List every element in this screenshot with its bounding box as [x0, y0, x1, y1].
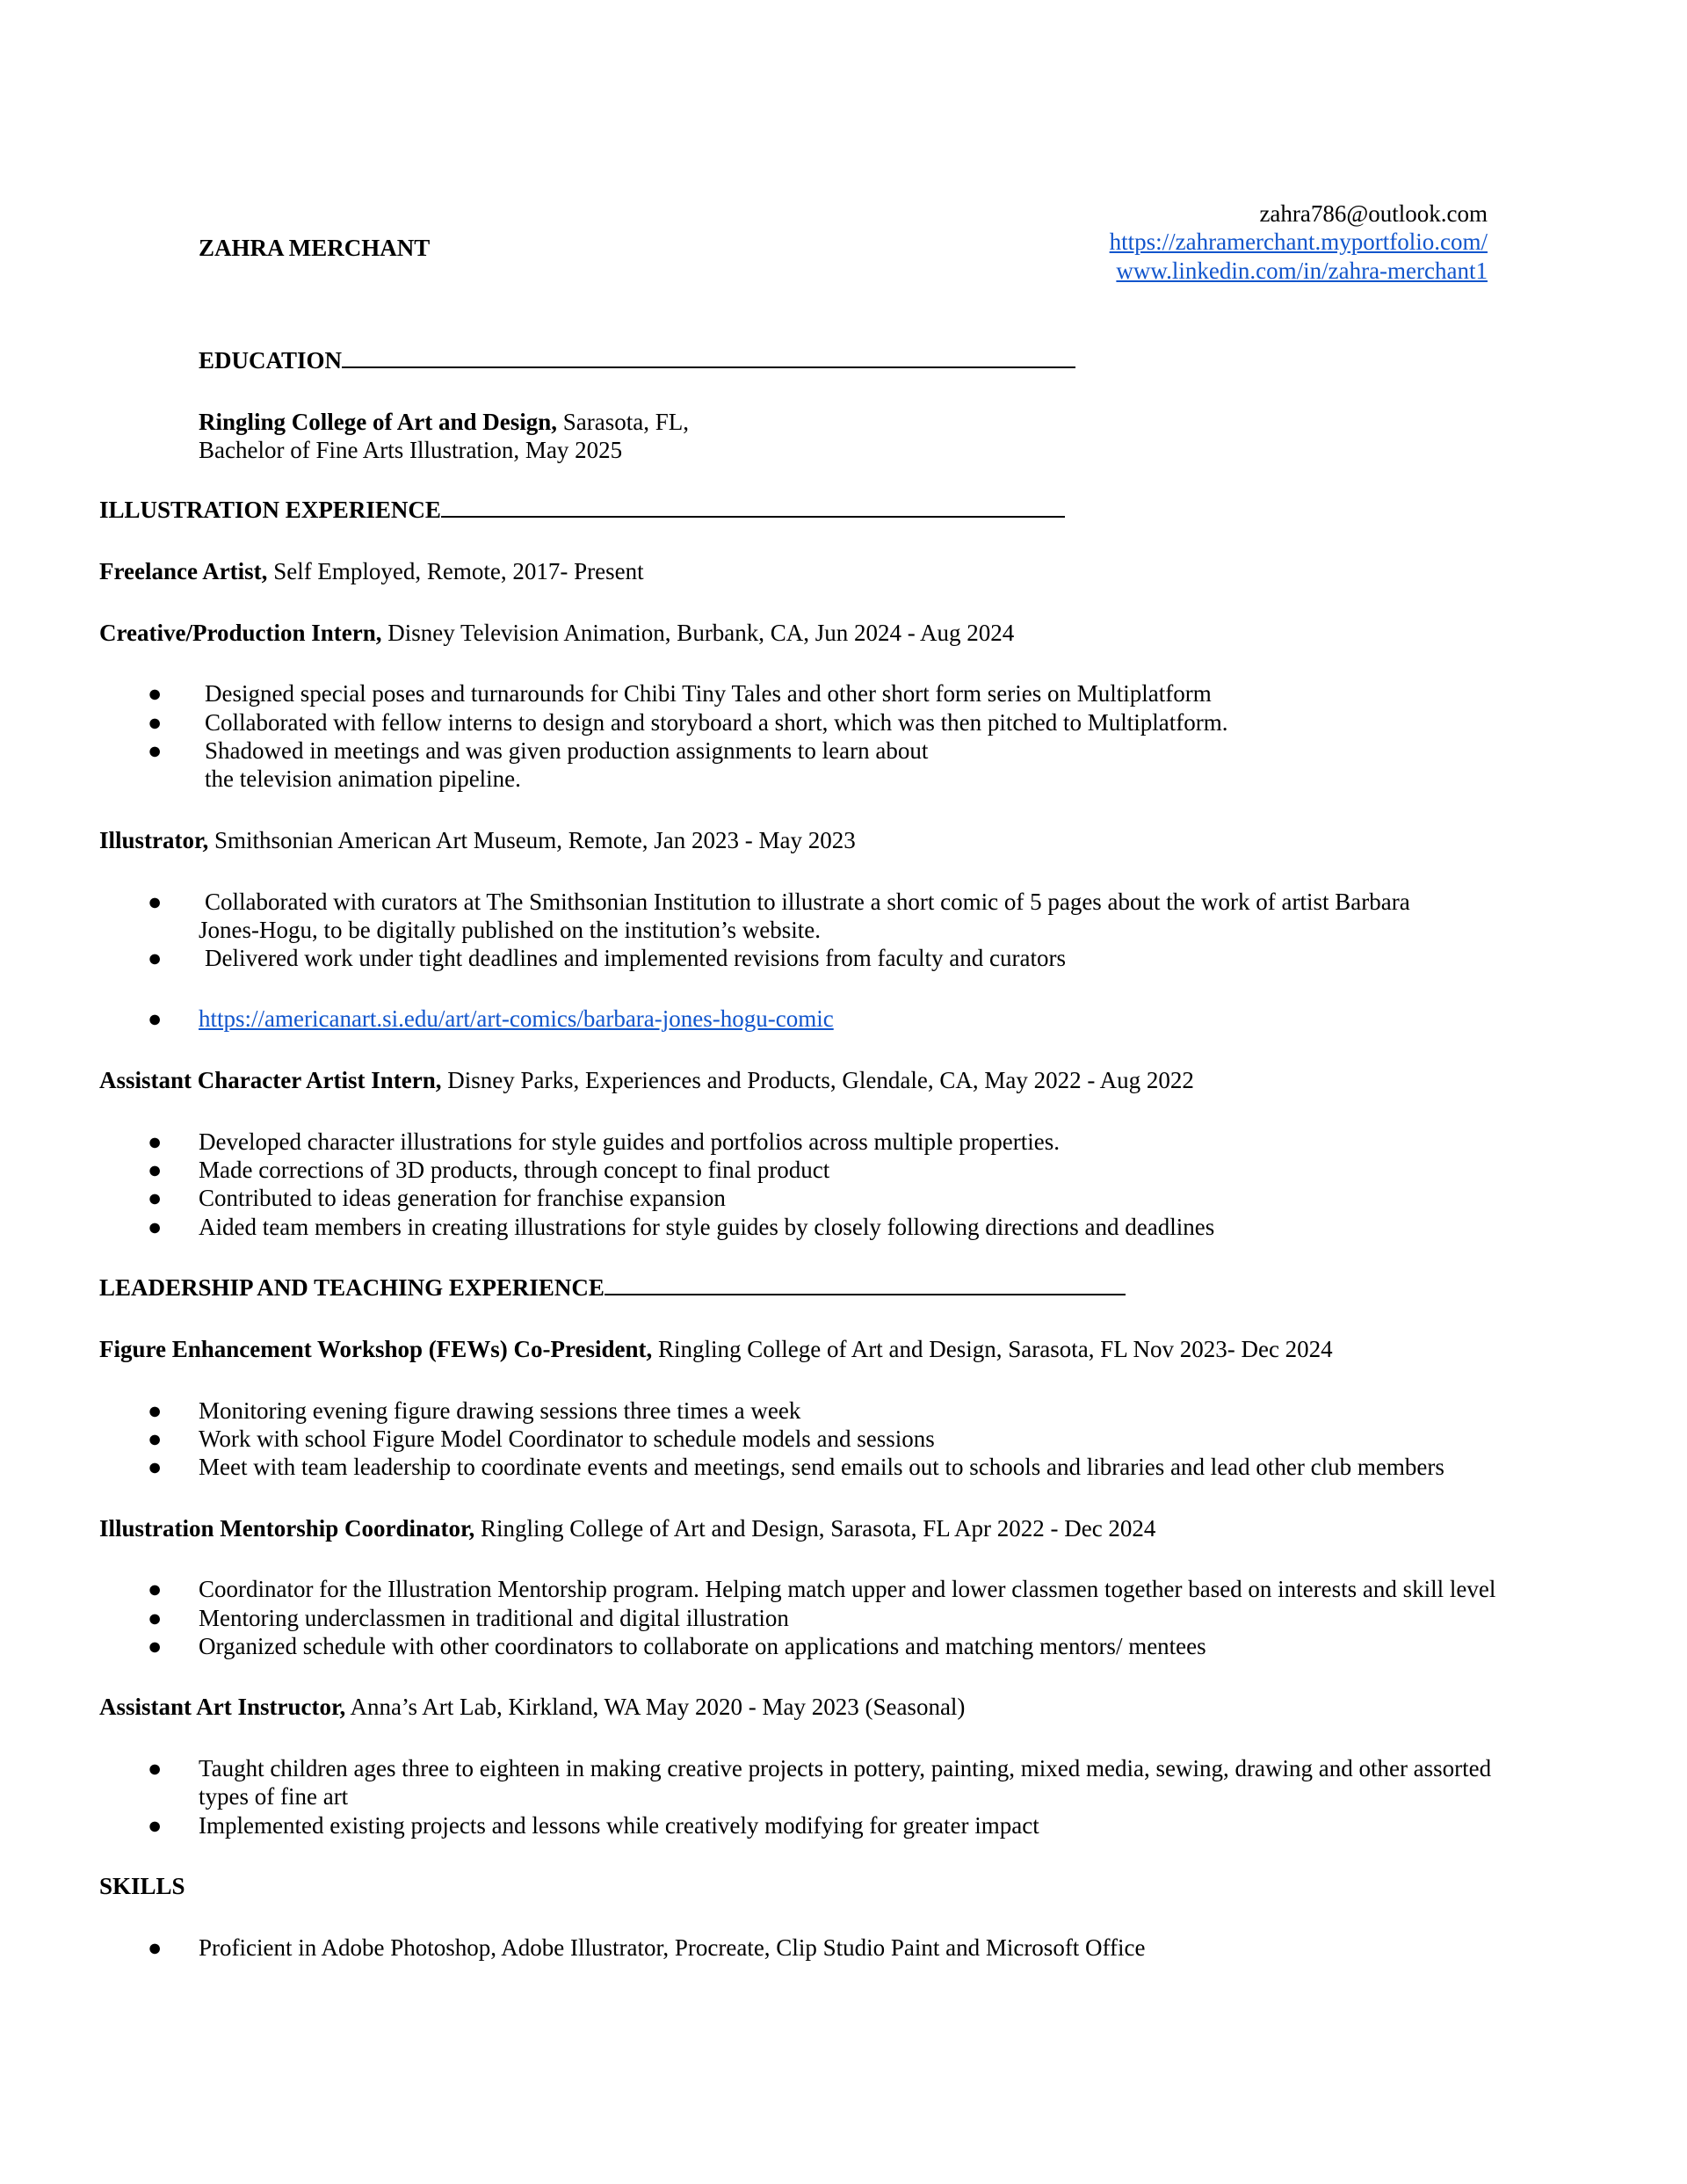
list-item: Developed character illustrations for style guides and portfolios across multiple properties.	[199, 1128, 1060, 1155]
list-item: Monitoring evening figure drawing sessions three times a week	[199, 1397, 801, 1424]
list-item: Shadowed in meetings and was given production assignments to learn about	[205, 737, 929, 764]
email-address: zahra786@outlook.com	[1259, 200, 1488, 227]
list-item: Designed special poses and turnarounds for Chibi Tiny Tales and other short form series on Multiplatform	[205, 680, 1212, 707]
candidate-name: ZAHRA MERCHANT	[199, 235, 431, 261]
bullet-marker: ●	[148, 1214, 163, 1240]
list-item: Delivered work under tight deadlines and implemented revisions from faculty and curators	[205, 945, 1066, 971]
bullet-marker: ●	[148, 737, 163, 764]
bullet-marker: ●	[148, 1157, 163, 1183]
portfolio-link[interactable]: https://zahramerchant.myportfolio.com/	[1109, 229, 1488, 255]
bullet-marker: ●	[148, 1755, 163, 1781]
section-heading-education: EDUCATION	[199, 346, 1075, 374]
list-item: Implemented existing projects and lessons while creatively modifying for greater impact	[199, 1812, 1039, 1839]
list-item: Made corrections of 3D products, through concept to final product	[199, 1157, 830, 1183]
list-item: Mentoring underclassmen in traditional and digital illustration	[199, 1605, 789, 1631]
education-school: Ringling College of Art and Design, Sarasota, FL,	[199, 409, 690, 435]
bullet-marker: ●	[148, 1005, 163, 1032]
job-creative-production-intern: Creative/Production Intern, Disney Television Animation, Burbank, CA, Jun 2024 - Aug 2024	[99, 620, 1015, 646]
list-item: Proficient in Adobe Photoshop, Adobe Illustrator, Procreate, Clip Studio Paint and Microsoft Office	[199, 1934, 1146, 1961]
section-rule	[441, 514, 1065, 518]
bullet-marker: ●	[148, 1426, 163, 1452]
list-item-continued: the television animation pipeline.	[205, 765, 521, 792]
bullet-marker: ●	[148, 1605, 163, 1631]
list-item: Meet with team leadership to coordinate events and meetings, send emails out to schools and libraries and lead other club members	[199, 1454, 1444, 1480]
bullet-marker: ●	[148, 680, 163, 707]
bullet-marker: ●	[148, 1812, 163, 1839]
list-item: Taught children ages three to eighteen in making creative projects in pottery, painting, mixed media, sewing, drawing and other assorted	[199, 1755, 1492, 1781]
list-item: Coordinator for the Illustration Mentorship program. Helping match upper and lower classmen together based on interests and skill level	[199, 1576, 1496, 1602]
section-rule	[342, 365, 1075, 368]
bullet-marker: ●	[148, 1633, 163, 1659]
section-heading-leadership: LEADERSHIP AND TEACHING EXPERIENCE	[99, 1273, 1126, 1302]
job-assistant-character-artist-intern: Assistant Character Artist Intern, Disney Parks, Experiences and Products, Glendale, CA, May 2022 - Aug 2022	[99, 1067, 1194, 1093]
job-mentorship-coordinator: Illustration Mentorship Coordinator, Ringling College of Art and Design, Sarasota, FL Apr 2022 - Dec 2024	[99, 1515, 1156, 1542]
linkedin-link[interactable]: www.linkedin.com/in/zahra-merchant1	[1116, 258, 1488, 284]
list-item-continued: Jones-Hogu, to be digitally published on the institution’s website.	[199, 917, 821, 943]
list-item: Work with school Figure Model Coordinator to schedule models and sessions	[199, 1426, 935, 1452]
job-illustrator: Illustrator, Smithsonian American Art Museum, Remote, Jan 2023 - May 2023	[99, 827, 856, 853]
list-item: Aided team members in creating illustrations for style guides by closely following directions and deadlines	[199, 1214, 1215, 1240]
bullet-marker: ●	[148, 1397, 163, 1424]
job-assistant-art-instructor: Assistant Art Instructor, Anna’s Art Lab, Kirkland, WA May 2020 - May 2023 (Seasonal)	[99, 1694, 966, 1720]
bullet-marker: ●	[148, 889, 163, 915]
section-heading-skills: SKILLS	[99, 1873, 185, 1899]
comic-link[interactable]: https://americanart.si.edu/art/art-comics/barbara-jones-hogu-comic	[199, 1005, 834, 1032]
list-item: Contributed to ideas generation for franchise expansion	[199, 1185, 726, 1211]
bullet-marker: ●	[148, 1128, 163, 1155]
bullet-marker: ●	[148, 1934, 163, 1961]
bullet-marker: ●	[148, 709, 163, 736]
bullet-marker: ●	[148, 1185, 163, 1211]
list-item-continued: types of fine art	[199, 1783, 349, 1810]
bullet-marker: ●	[148, 1454, 163, 1480]
list-item: Organized schedule with other coordinators to collaborate on applications and matching mentors/ mentees	[199, 1633, 1206, 1659]
list-item: Collaborated with fellow interns to design and storyboard a short, which was then pitched to Multiplatform.	[205, 709, 1228, 736]
bullet-marker: ●	[148, 945, 163, 971]
bullet-marker: ●	[148, 1576, 163, 1602]
job-fews-co-president: Figure Enhancement Workshop (FEWs) Co-President, Ringling College of Art and Design, Sarasota, FL Nov 2023- Dec 2024	[99, 1336, 1333, 1362]
section-rule	[605, 1292, 1126, 1295]
job-freelance-artist: Freelance Artist, Self Employed, Remote, 2017- Present	[99, 558, 644, 584]
education-degree: Bachelor of Fine Arts Illustration, May 2025	[199, 437, 623, 463]
list-item: Collaborated with curators at The Smithsonian Institution to illustrate a short comic of 5 pages about the work of artist Barbara	[205, 889, 1410, 915]
section-heading-illustration: ILLUSTRATION EXPERIENCE	[99, 496, 1065, 524]
